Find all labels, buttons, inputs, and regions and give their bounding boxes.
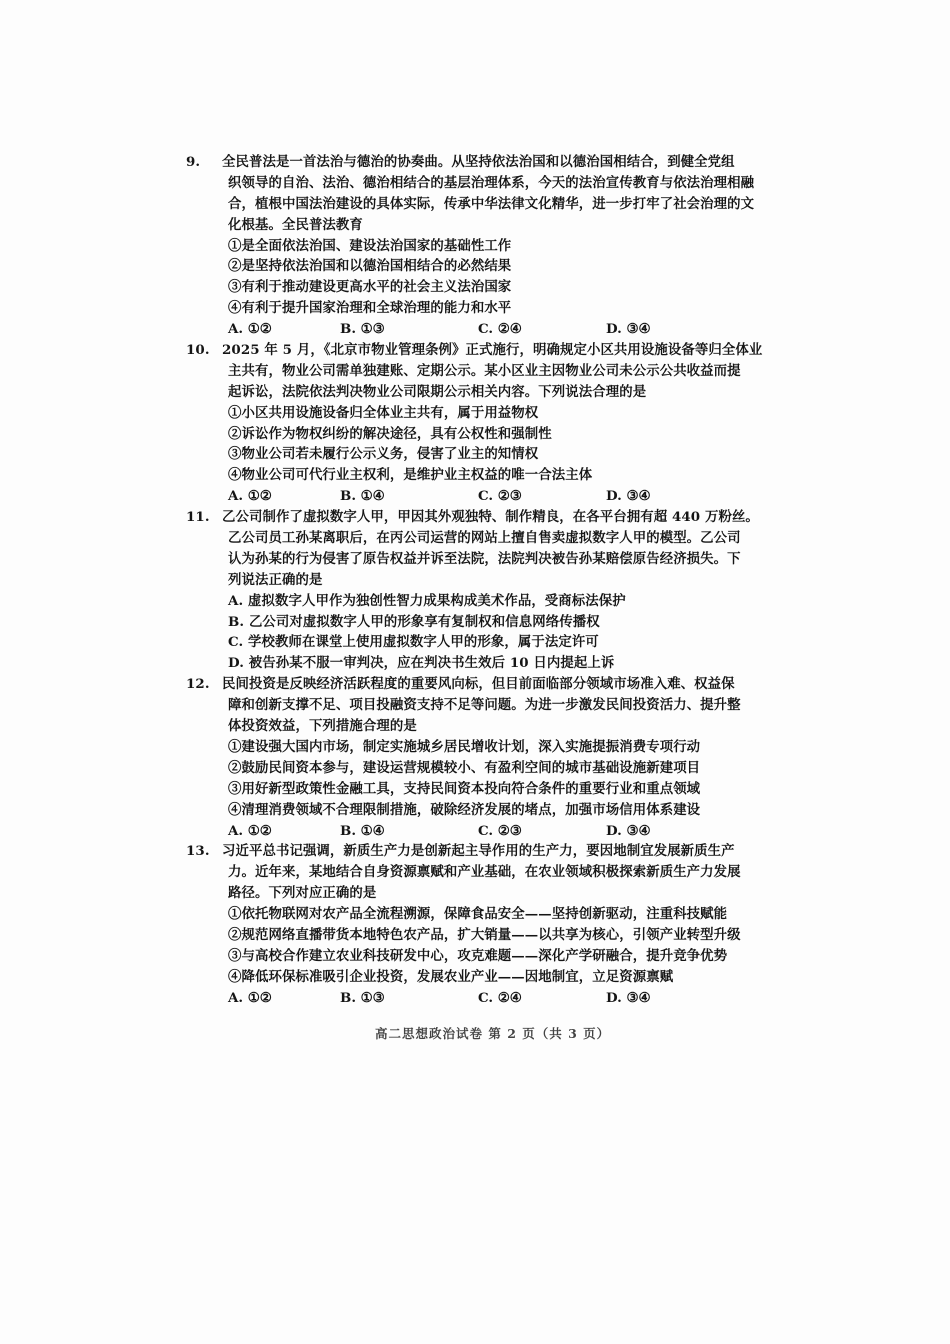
- question-stem-line: 合，植根中国法治建设的具体实际，传承中华法律文化精华，进一步打牢了社会治理的文: [228, 195, 755, 212]
- option-statement: ④降低环保标准吸引企业投资，发展农业产业——因地制宜，立足资源禀赋: [228, 968, 674, 985]
- option-statement: D. 被告孙某不服一审判决，应在判决书生效后 10 日内提起上诉: [228, 655, 615, 672]
- option-statement: A. 虚拟数字人甲作为独创性智力成果构成美术作品，受商标法保护: [228, 592, 626, 609]
- answer-d: D. ③④: [606, 321, 651, 338]
- option-statement: ③用好新型政策性金融工具，支持民间资本投向符合条件的重要行业和重点领域: [228, 780, 701, 797]
- question-stem-line: 10. 2025 年 5 月，《北京市物业管理条例》正式施行，明确规定小区共用设施设备等归全体业: [186, 342, 763, 359]
- answer-choices: [222, 821, 762, 842]
- answer-a: A. ①②: [228, 989, 272, 1006]
- question-stem-line: 力。近年来，某地结合自身资源禀赋和产业基础，在农业领域积极探索新质生产力发展: [228, 864, 741, 881]
- option-statement: ②鼓励民间资本参与，建设运营规模较小、有盈利空间的城市基础设施新建项目: [228, 759, 701, 776]
- question-13: [186, 841, 762, 1008]
- question-10: [186, 340, 763, 507]
- option-statement: C. 学校教师在课堂上使用虚拟数字人甲的形象，属于法定许可: [228, 634, 599, 651]
- answer-choices: [222, 319, 762, 340]
- stem-text: 2025 年 5 月，《北京市物业管理条例》正式施行，明确规定小区共用设施设备等归全体业: [222, 342, 763, 359]
- option-statement: ③有利于推动建设更高水平的社会主义法治国家: [228, 279, 512, 296]
- answer-c: C. ②④: [478, 321, 522, 338]
- stem-text: 全民普法是一首法治与德治的协奏曲。从坚持依法治国和以德治国相结合，到健全党组: [222, 154, 735, 170]
- answer-choices: [222, 988, 762, 1009]
- question-stem-line: 路径。下列对应正确的是: [228, 885, 377, 902]
- question-stem-line: 11. 乙公司制作了虚拟数字人甲，甲因其外观独特、制作精良，在各平台拥有超 440 万粉丝。: [186, 509, 759, 526]
- option-statement: ②诉讼作为物权纠纷的解决途径，具有公权性和强制性: [228, 425, 552, 442]
- question-stem-line: 乙公司员工孙某离职后，在丙公司运营的网站上擅自售卖虚拟数字人甲的模型。乙公司: [228, 530, 741, 547]
- option-statement: ④清理消费领域不合理限制措施，破除经济发展的堵点，加强市场信用体系建设: [228, 801, 701, 818]
- option-statement: ①建设强大国内市场，制定实施城乡居民增收计划，深入实施提振消费专项行动: [228, 738, 701, 755]
- option-statement: ④物业公司可代行业主权利，是维护业主权益的唯一合法主体: [228, 467, 593, 484]
- option-statement: ①是全面依法治国、建设法治国家的基础性工作: [228, 237, 512, 254]
- question-11: [186, 507, 762, 674]
- answer-d: D. ③④: [606, 989, 651, 1006]
- question-stem-line: 织领导的自治、法治、德治相结合的基层治理体系，今天的法治宣传教育与依法治理相融: [228, 174, 755, 191]
- answer-c: C. ②④: [478, 989, 522, 1006]
- stem-text: 习近平总书记强调，新质生产力是创新起主导作用的生产力，要因地制宜发展新质生产: [222, 843, 735, 860]
- question-stem-line: 9. 全民普法是一首法治与德治的协奏曲。从坚持依法治国和以德治国相结合，到健全党组: [186, 154, 735, 170]
- answer-a: A. ①②: [228, 822, 272, 839]
- answer-b: B. ①③: [340, 989, 385, 1006]
- answer-choices: [222, 486, 762, 507]
- question-stem-line: 认为孙某的行为侵害了原告权益并诉至法院，法院判决被告孙某赔偿原告经济损失。下: [228, 550, 741, 567]
- question-stem-line: 13. 习近平总书记强调，新质生产力是创新起主导作用的生产力，要因地制宜发展新质生产: [186, 843, 735, 860]
- stem-text: 民间投资是反映经济活跃程度的重要风向标，但目前面临部分领域市场准入难、权益保: [222, 676, 735, 693]
- answer-c: C. ②③: [478, 488, 522, 505]
- question-stem-line: 障和创新支撑不足、项目投融资支持不足等问题。为进一步激发民间投资活力、提升整: [228, 697, 741, 714]
- question-9: [186, 152, 762, 340]
- page-footer: [375, 1022, 611, 1041]
- question-stem-line: 起诉讼，法院依法判决物业公司限期公示相关内容。下列说法合理的是: [228, 383, 647, 400]
- answer-c: C. ②③: [478, 822, 522, 839]
- question-stem-line: 体投资效益，下列措施合理的是: [228, 718, 417, 735]
- answer-b: B. ①④: [340, 488, 385, 505]
- question-stem-line: 主共有，物业公司需单独建账、定期公示。某小区业主因物业公司未公示公共收益而提: [228, 362, 741, 379]
- question-12: [186, 674, 762, 841]
- option-statement: ①小区共用设施设备归全体业主共有，属于用益物权: [228, 404, 539, 421]
- option-statement: ①依托物联网对农产品全流程溯源，保障食品安全——坚持创新驱动，注重科技赋能: [228, 906, 728, 923]
- answer-d: D. ③④: [606, 822, 651, 839]
- answer-b: B. ①④: [340, 822, 385, 839]
- answer-b: B. ①③: [340, 321, 385, 338]
- stem-text: 乙公司制作了虚拟数字人甲，甲因其外观独特、制作精良，在各平台拥有超 440 万粉丝。: [222, 509, 759, 526]
- option-statement: B. 乙公司对虚拟数字人甲的形象享有复制权和信息网络传播权: [228, 613, 600, 630]
- footer-text: 高二思想政治试卷 第 2 页（共 3 页）: [375, 1026, 611, 1041]
- option-statement: ③物业公司若未履行公示义务，侵害了业主的知情权: [228, 446, 539, 463]
- question-stem-line: 列说法正确的是: [228, 571, 323, 588]
- answer-a: A. ①②: [228, 321, 272, 338]
- exam-content: [186, 152, 763, 1009]
- option-statement: ②是坚持依法治国和以德治国相结合的必然结果: [228, 258, 512, 275]
- answer-d: D. ③④: [606, 488, 651, 505]
- question-stem-line: 化根基。全民普法教育: [228, 216, 363, 233]
- answer-a: A. ①②: [228, 488, 272, 505]
- question-stem-line: 12. 民间投资是反映经济活跃程度的重要风向标，但目前面临部分领域市场准入难、权益保: [186, 676, 735, 693]
- option-statement: ④有利于提升国家治理和全球治理的能力和水平: [228, 300, 512, 317]
- option-statement: ②规范网络直播带货本地特色农产品，扩大销量——以共享为核心，引领产业转型升级: [228, 926, 741, 943]
- option-statement: ③与高校合作建立农业科技研发中心，攻克难题——深化产学研融合，提升竞争优势: [228, 947, 728, 964]
